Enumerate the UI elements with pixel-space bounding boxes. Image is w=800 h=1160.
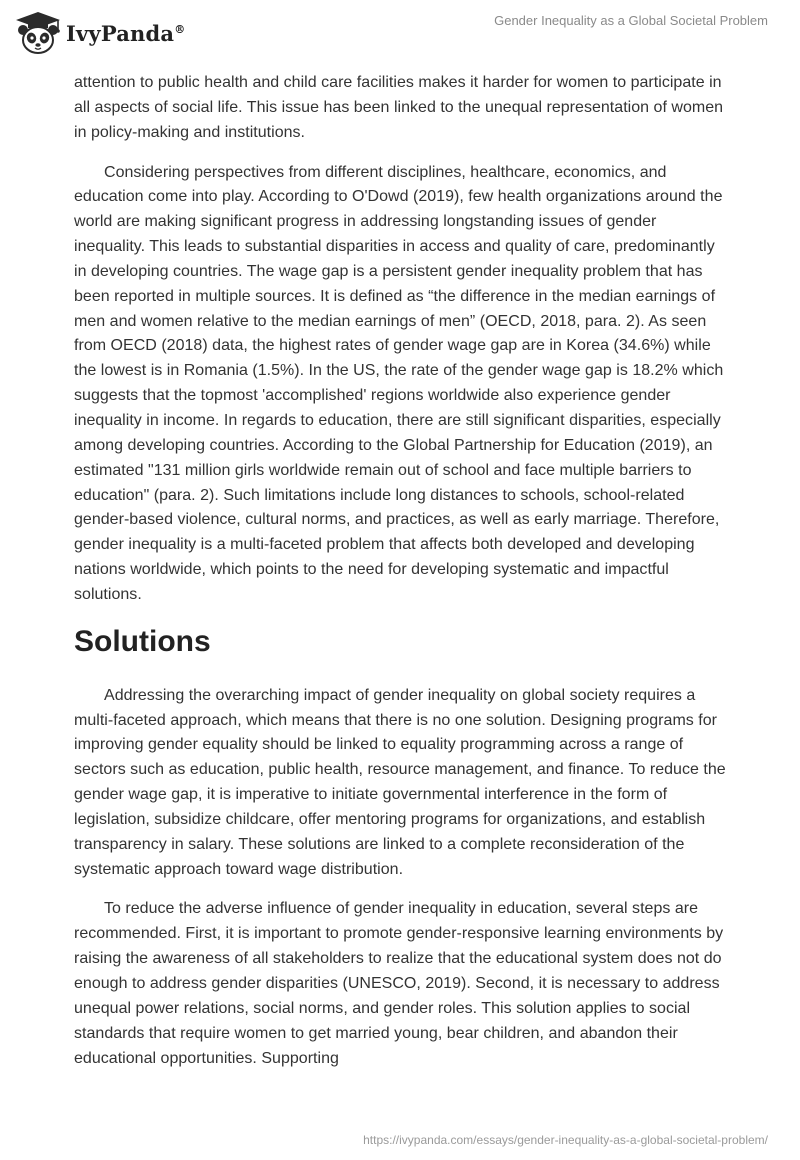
section-heading-solutions: Solutions	[74, 624, 211, 658]
page-header	[0, 0, 800, 66]
document-title: Gender Inequality as a Global Societal Problem	[494, 13, 768, 28]
paragraph-2: Considering perspectives from different disciplines, healthcare, economics, and education come into play. According to O'Dowd (2019), few health organizations around the world are making significant progress in addressing longstanding issues of gender inequality. This leads to substantial disparities in access and quality of care, predominantly in developing countries. The wage gap is a persistent gender inequality problem that has been reported in multiple sources. It is defined as “the difference in the median earnings of men and women relative to the median earnings of men” (OECD, 2018, para. 2). As seen from OECD (2018) data, the highest rates of gender wage gap are in Korea (34.6%) while the lowest is in Romania (1.5%). In the US, the rate of the gender wage gap is 18.2% which suggests that the topmost 'accomplished' regions worldwide also experience gender inequality in income. In regards to education, there are still significant disparities, especially among developing countries. According to the Global Partnership for Education (2019), an estimated "131 million girls worldwide remain out of school and face multiple barriers to education" (para. 2). Such limitations include long distances to schools, school-related gender-based violence, cultural norms, and practices, as well as early marriage. Therefore, gender inequality is a multi-faceted problem that affects both developed and developing nations worldwide, which points to the need for developing systematic and impactful solutions.	[74, 163, 724, 603]
paragraph-4: To reduce the adverse influence of gender inequality in education, several steps are recommended. First, it is important to promote gender-responsive learning environments by raising the awareness of all stakeholders to realize that the educational system does not do enough to address gender disparities (UNESCO, 2019). Second, it is necessary to address unequal power relations, social norms, and gender roles. This solution applies to social standards that require women to get married young, bear children, and abandon their educational opportunities. Supporting	[74, 900, 724, 1067]
footer-source-url[interactable]: https://ivypanda.com/essays/gender-inequality-as-a-global-societal-problem/	[363, 1133, 768, 1147]
registered-mark: ®	[174, 22, 186, 36]
brand-text: IvyPanda	[66, 20, 175, 46]
paragraph-1: attention to public health and child care facilities makes it harder for women to participate in all aspects of social life. This issue has been linked to the unequal representation of women in policy-making and institutions.	[74, 74, 724, 141]
brand-logo[interactable]	[14, 10, 185, 56]
essay-body	[74, 71, 726, 1086]
paragraph-3: Addressing the overarching impact of gender inequality on global society requires a multi-faceted approach, which means that there is no one solution. Designing programs for improving gender equality should be linked to equality programming across a range of sectors such as education, public health, resource management, and finance. To reduce the gender wage gap, it is imperative to initiate governmental interference in the form of legislation, subsidize childcare, offer mentoring programs for organizations, and establish transparency in salary. These solutions are linked to a complete reconsideration of the systematic approach toward wage distribution.	[74, 686, 726, 878]
panda-graduate-icon	[14, 10, 62, 56]
brand-name	[66, 21, 185, 46]
